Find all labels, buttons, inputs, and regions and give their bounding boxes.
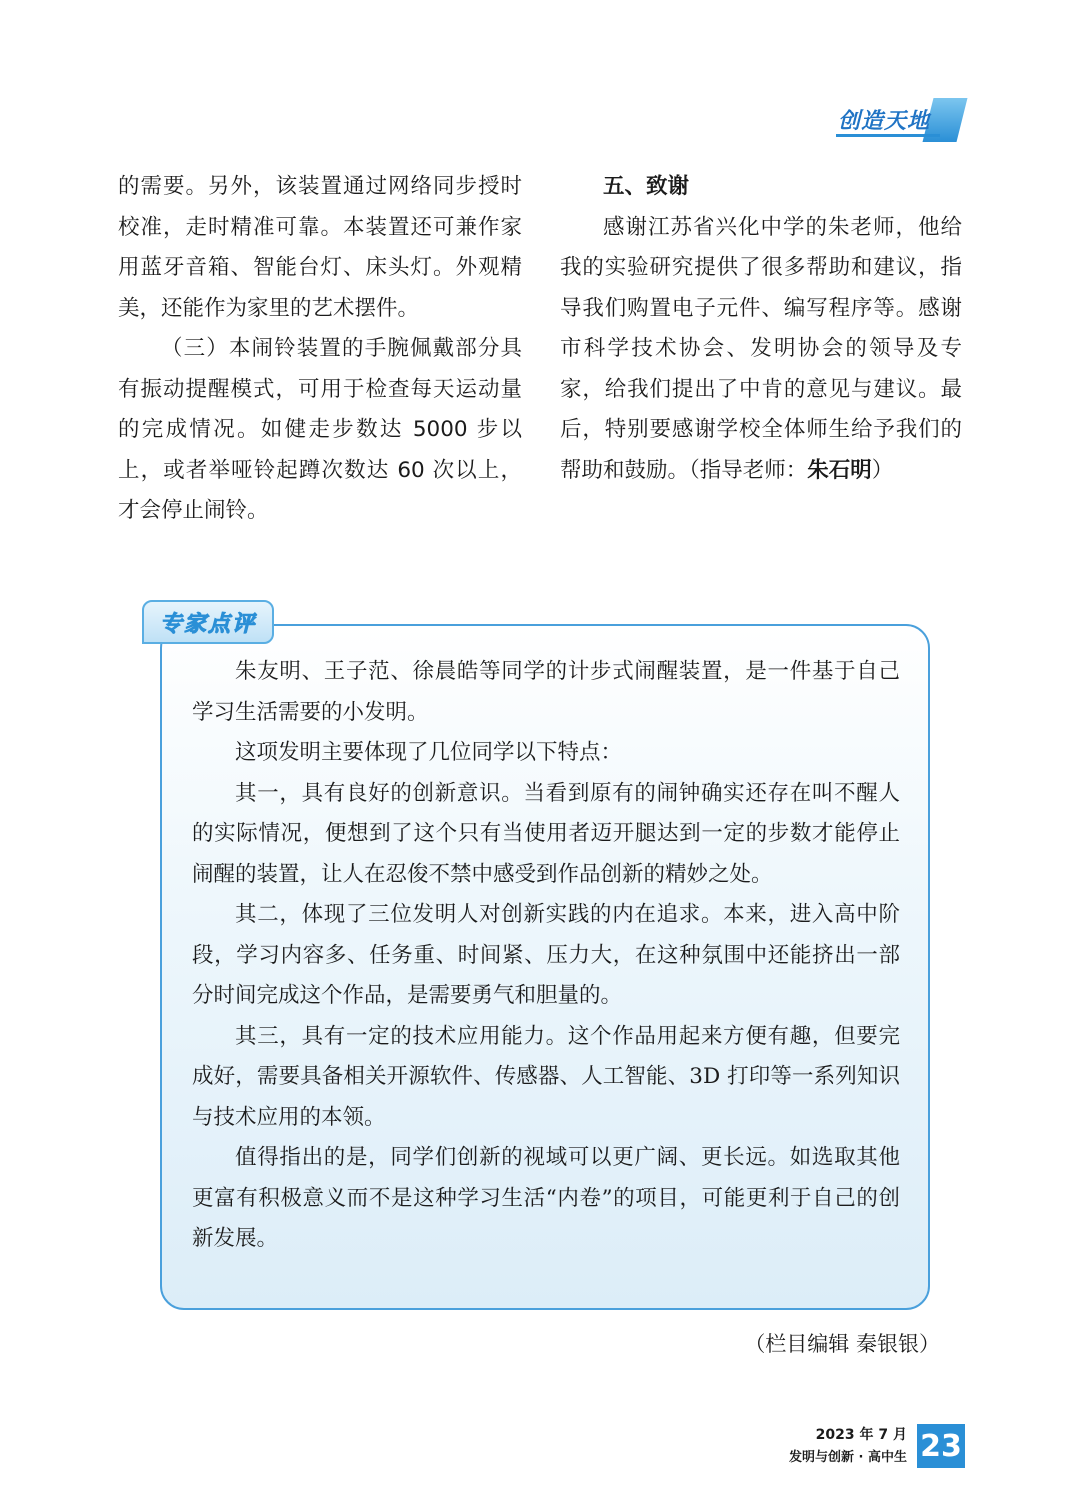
review-paragraph: 朱友明、王子范、徐晨皓等同学的计步式闹醒装置，是一件基于自己学习生活需要的小发明。 [192, 659, 900, 725]
page-number: 23 [917, 1424, 965, 1468]
review-paragraph: 其一，具有良好的创新意识。当看到原有的闹钟确实还存在叫不醒人的实际情况，便想到了这个只有当使用者迈开腿达到一定的步数才能停止闹醒的装置，让人在忍俊不禁中感受到作品创新的精妙之处。 [192, 780, 900, 887]
left-column [118, 167, 522, 532]
section-tag [830, 98, 968, 144]
acknowledgement-paragraph [560, 208, 962, 492]
acknowledgement-heading: 五、致谢 [603, 174, 690, 199]
review-paragraph: 其三，具有一定的技术应用能力。这个作品用起来方便有趣，但要完成好，需要具备相关开源软件、传感器、人工智能、3D 打印等一系列知识与技术应用的本领。 [192, 1023, 900, 1130]
expert-review-badge: 专家点评 [142, 600, 274, 644]
right-column [560, 167, 962, 491]
advisor-suffix: ） [871, 457, 894, 483]
advisor-name: 朱石明 [807, 457, 872, 483]
advisor-prefix: （指导老师： [689, 457, 808, 483]
review-paragraph: 值得指出的是，同学们创新的视域可以更广阔、更长远。如选取其他更富有积极意义而不是这种学习生活“内卷”的项目，可能更利于自己的创新发展。 [192, 1145, 900, 1251]
issue-date: 2023 年 7 月 [815, 1427, 907, 1443]
review-paragraph: 其二，体现了三位发明人对创新实践的内在追求。本来，进入高中阶段，学习内容多、任务重、时间紧、压力大，在这种氛围中还能挤出一部分时间完成这个作品，是需要勇气和胆量的。 [192, 902, 900, 1008]
section-tag-text: 创造天地 [838, 109, 931, 134]
review-paragraph: 这项发明主要体现了几位同学以下特点： [235, 740, 623, 765]
column-editor-credit: （栏目编辑 秦银银） [744, 1332, 940, 1356]
left-paragraph-2: （三）本闹铃装置的手腕佩戴部分具有振动提醒模式，可用于检查每天运动量的完成情况。如健走步数达 5000 步以上，或者举哑铃起蹲次数达 60 次以上，才会停止闹铃。 [118, 336, 522, 523]
left-paragraph-1: 的需要。另外，该装置通过网络同步授时校准，走时精准可靠。本装置还可兼作家用蓝牙音箱、智能台灯、床头灯。外观精美，还能作为家里的艺术摆件。 [118, 174, 522, 321]
expert-review-text [192, 652, 900, 1260]
acknowledgement-text: 感谢江苏省兴化中学的朱老师，他给我的实验研究提供了很多帮助和建议，指导我们购置电子元件、编写程序等。感谢市科学技术协会、发明协会的领导及专家，给我们提出了中肯的意见与建议。最后，特别要感谢学校全体师生给予我们的帮助和鼓励。 [560, 214, 962, 483]
magazine-name: 发明与创新 · 高中生 [789, 1450, 907, 1465]
page-footer [790, 1424, 965, 1476]
section-tag-underline [836, 134, 940, 137]
